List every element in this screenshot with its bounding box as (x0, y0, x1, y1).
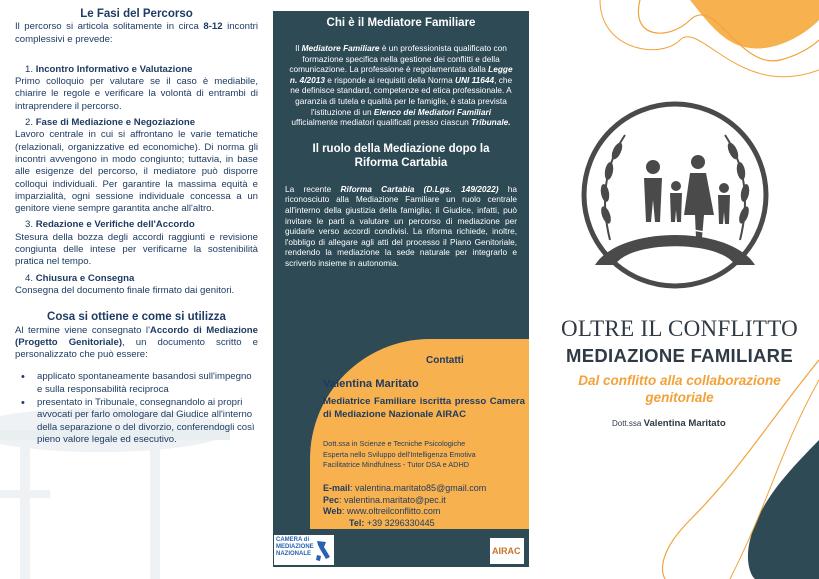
contact-info (323, 483, 529, 529)
list-item: • applicato spontaneamente basandosi sull'impegno e sulla responsabilità reciproca (21, 371, 258, 396)
contact-description: Dott.ssa in Scienze e Tecniche Psicologiche Esperta nello Sviluppo dell'Intelligenza Emotiva Facilitatrice Mindfulness - Tutor DSA e ADHD (323, 439, 476, 469)
contact-web[interactable]: Web: www.oltreilconflitto.com (323, 506, 441, 516)
outcome-list (15, 371, 258, 446)
cover-decoration (540, 0, 819, 579)
contact-box (310, 339, 529, 529)
cover-author: Dott.ssa Valentina Maritato (612, 418, 726, 429)
contact-role: Mediatrice Familiare iscritta presso Camera di Mediazione Nazionale AIRAC (323, 396, 525, 420)
family-figures (644, 155, 730, 238)
left-content (15, 8, 258, 447)
left-panel (0, 0, 268, 579)
cartabia-title: Il ruolo della Mediazione dopo la Riforma Cartabia (312, 142, 490, 169)
mediatore-title: Chi è il Mediatore Familiare (326, 17, 476, 29)
step-4-text: Consegna del documento finale firmato dai genitori. (15, 284, 235, 296)
list-item: • presentato in Tribunale, consegnandolo ai propri avvocati per farlo omologare dal Giudice all'interno della separazione o del divorzio, conferendogli così pieno valore legale ed esecutivo. (21, 397, 258, 446)
bridge-arch (595, 235, 755, 265)
step-3-text: Stesura della bozza degli accordi raggiunti e revisione congiunta delle intese per verificarne la sostenibilità pratica nel tempo. (15, 231, 258, 268)
contact-phone[interactable]: Tel: +39 3296330445 (349, 517, 435, 528)
step-2-text: Lavoro centrale in cui si affrontano le varie tematiche (relazionali, organizzative ed economiche). Di norma gli incontri avvengono in modo congiunto; tuttavia, in base alle esigenze del percorso, il mediatore può disporre colloqui individuali. Per garantire la massima equità e imparzialità, ogni sessione individuale concessa a un genitore viene sempre garantita anche all'altro. (15, 129, 258, 215)
cover-subtitle: MEDIAZIONE FAMILIARE (566, 345, 793, 366)
step-3-title: 3. Redazione e Verifiche dell'Accordo (25, 219, 195, 231)
mediatore-text: Il Mediatore Familiare è un professionista qualificato con formazione specifica nella gestione dei conflitti e della comunicazione. La professione è regolamentata dalla Legge n. 4/2013 e risponde ai requisiti della Norma UNI 11644, che ne definisce standard, competenze ed etica professionale. A garanzia di tutela e qualità per le famiglie, è stata prevista l'istituzione di un Elenco dei Mediatori Familiari ufficialmente mediatori qualificati presso ciascun Tribunale. (289, 43, 513, 128)
italy-map-icon (314, 539, 332, 563)
outcome-intro: Al termine viene consegnato l'Accordo di Mediazione (Progetto Genitoriale), un documento scritto e personalizzato che può essere: (15, 324, 259, 361)
middle-panel (273, 11, 529, 567)
orange-blob-top (690, 0, 819, 48)
step-1-title: 1. Incontro Informativo e Valutazione (25, 63, 193, 75)
airac-logo: AIRAC (490, 538, 524, 564)
outcome-title: Cosa si ottiene e come si utilizza (47, 311, 226, 324)
step-1-text: Primo colloquio per valutare se il caso è mediabile, chiarire le regole e verificare la volontà di entrambi di intraprendere il percorso. (15, 76, 258, 112)
cover-tagline: Dal conflitto alla collaborazione genitoriale (578, 373, 781, 405)
step-4-title: 4. Chiusura e Consegna (25, 272, 135, 284)
cover-title: OLTRE IL CONFLITTO (560, 316, 799, 341)
cartabia-text: La recente Riforma Cartabia (D.Lgs. 149/2022) ha riconosciuto alla Mediazione Familiare un ruolo centrale all'interno della giustizia della famiglia; il Giudice, infatti, può invitare le parti a valutare un percorso di mediazione per guidarle verso accordi condivisi. La riforma richiede, inoltre, l'obbligo di allegare agli atti del processo il Piano Genitoriale, rendendo la mediazione la sede naturale per integrarlo e scriverlo insieme in autonomia. (285, 183, 517, 268)
step-2-title: 2. Fase di Mediazione e Negoziazione (25, 117, 196, 129)
camera-mediazione-logo: CAMERA di MEDIAZIONE NAZIONALE (274, 535, 334, 565)
cover-panel (540, 0, 819, 579)
contact-pec[interactable]: Pec: valentina.maritato@pec.it (323, 494, 446, 505)
contact-name: Valentina Maritato (323, 378, 419, 390)
contact-email[interactable]: E-mail: valentina.maritato85@gmail.com (323, 483, 487, 493)
contact-title: Contatti (426, 355, 464, 366)
teal-blob-bottom (748, 440, 819, 579)
fasi-intro: Il percorso si articola solitamente in circa 8-12 incontri complessivi e prevede: (15, 21, 259, 45)
fasi-title: Le Fasi del Percorso (80, 8, 193, 20)
